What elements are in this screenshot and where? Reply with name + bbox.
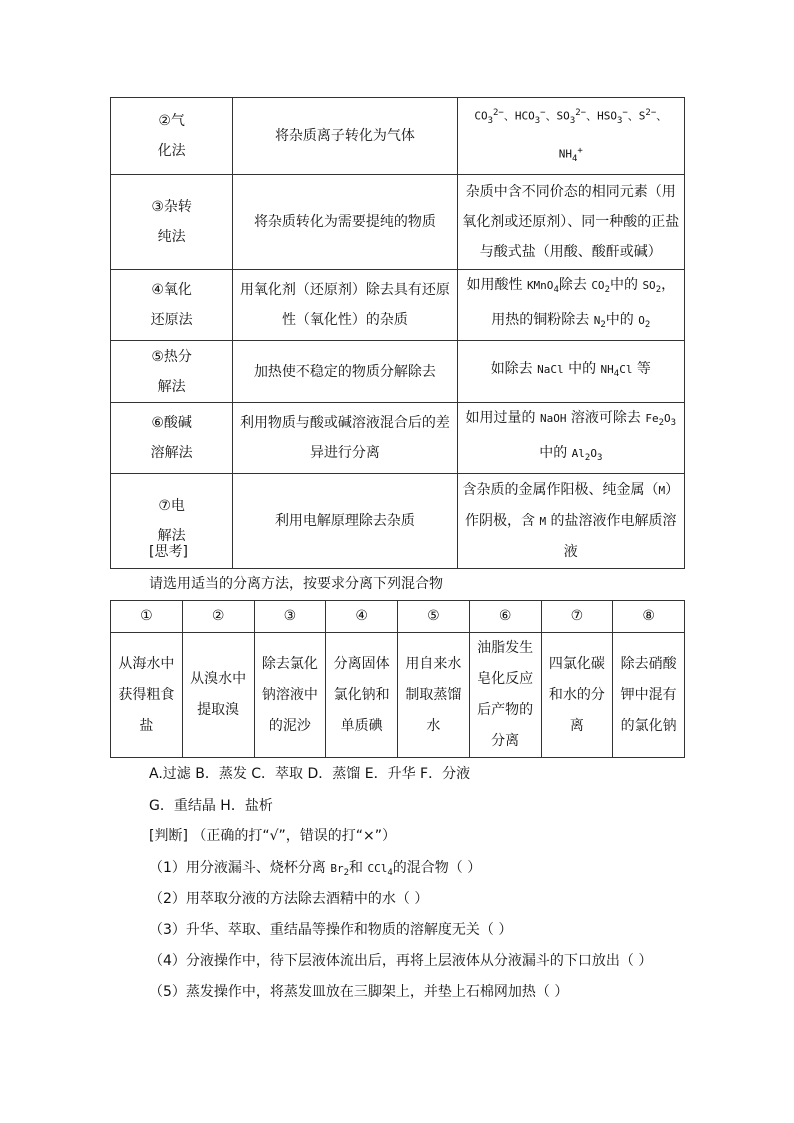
method-row [111, 174, 685, 269]
think-prompt: 请选用适当的分离方法，按要求分离下列混合物 [149, 576, 443, 592]
mixture-number: ③ [254, 601, 326, 633]
think-label: [思考] [149, 544, 188, 560]
mixture-number: ⑧ [613, 601, 685, 633]
method-example: 如除去 NaCl 中的 $NH_4Cl$ 等 [457, 341, 684, 403]
mixture-number: ② [182, 601, 254, 633]
method-example: $CO_3^{2-}$、$HCO_3^-$、$SO_3^{2-}$、$HSO_3^-$、$S^{2-}$、 $NH_4^+$ [457, 98, 684, 175]
mixture-number: ⑤ [398, 601, 470, 633]
options-line-1: A.过滤 B．蒸发 C．萃取 D．蒸馏 E．升华 F．分液 [149, 766, 471, 782]
method-description: 利用物质与酸或碱溶液混合后的差 异进行分离 [233, 403, 457, 474]
method-name: ⑦电 解法 [111, 474, 233, 569]
mixture-number: ④ [326, 601, 398, 633]
method-description: 用氧化剂（还原剂）除去具有还原 性（氧化性）的杂质 [233, 269, 457, 340]
method-description: 利用电解原理除去杂质 [233, 474, 457, 569]
options-line-2: G．重结晶 H．盐析 [149, 798, 273, 814]
judge-item: （5）蒸发操作中，将蒸发皿放在三脚架上，并垫上石棉网加热（ ） [149, 984, 569, 1000]
judge-item: （1）用分液漏斗、烧杯分离 $Br_2$和 CCl$_4$的混合物（ ） [149, 860, 482, 879]
method-example: 杂质中含不同价态的相同元素（用 氧化剂或还原剂）、同一种酸的正盐 与酸式盐（用酸、酸酐或碱） [457, 174, 684, 269]
judge-label: [判断] （正确的打“√”，错误的打“×”） [149, 828, 397, 844]
method-name: ⑤热分 解法 [111, 341, 233, 403]
method-row [111, 474, 685, 569]
mixtures-table [110, 600, 685, 758]
method-name: ④氧化 还原法 [111, 269, 233, 340]
judge-item: （3）升华、萃取、重结晶等操作和物质的溶解度无关（ ） [149, 922, 513, 938]
method-description: 加热使不稳定的物质分解除去 [233, 341, 457, 403]
mixture-task: 除去氯化 钠溶液中 的泥沙 [254, 633, 326, 758]
mixture-number: ⑦ [541, 601, 613, 633]
method-row [111, 98, 685, 175]
separation-methods-table [110, 97, 685, 569]
method-example: 如用过量的 NaOH 溶液可除去 $Fe_2O_3$ 中的 $Al_2O_3$ [457, 403, 684, 474]
mixture-task: 从溴水中 提取溴 [182, 633, 254, 758]
method-row [111, 269, 685, 340]
mixture-task: 油脂发生 皂化反应 后产物的 分离 [469, 633, 541, 758]
method-example: 含杂质的金属作阳极、纯金属（M） 作阴极，含 M 的盐溶液作电解质溶 液 [457, 474, 684, 569]
method-name: ③杂转 纯法 [111, 174, 233, 269]
judge-item: （2）用萃取分液的方法除去酒精中的水（ ） [149, 891, 429, 907]
mixture-task: 分离固体 氯化钠和 单质碘 [326, 633, 398, 758]
mixture-task: 用自来水 制取蒸馏 水 [398, 633, 470, 758]
method-description: 将杂质转化为需要提纯的物质 [233, 174, 457, 269]
mixture-number: ⑥ [469, 601, 541, 633]
method-example: 如用酸性 KMnO$_4$除去 $CO_2$中的 $SO_2$， 用热的铜粉除去 $N_2$中的 $O_2$ [457, 269, 684, 340]
mixtures-row [111, 633, 685, 758]
mixture-task: 四氯化碳 和水的分 离 [541, 633, 613, 758]
method-name: ②气 化法 [111, 98, 233, 175]
judge-item: （4）分液操作中，待下层液体流出后，再将上层液体从分液漏斗的下口放出（ ） [149, 953, 653, 969]
mixture-number: ① [111, 601, 183, 633]
method-row [111, 341, 685, 403]
mixture-task: 从海水中 获得粗食 盐 [111, 633, 183, 758]
mixture-task: 除去硝酸 钾中混有 的氯化钠 [613, 633, 685, 758]
method-row [111, 403, 685, 474]
method-name: ⑥酸碱 溶解法 [111, 403, 233, 474]
method-description: 将杂质离子转化为气体 [233, 98, 457, 175]
mixtures-header-row [111, 601, 685, 633]
